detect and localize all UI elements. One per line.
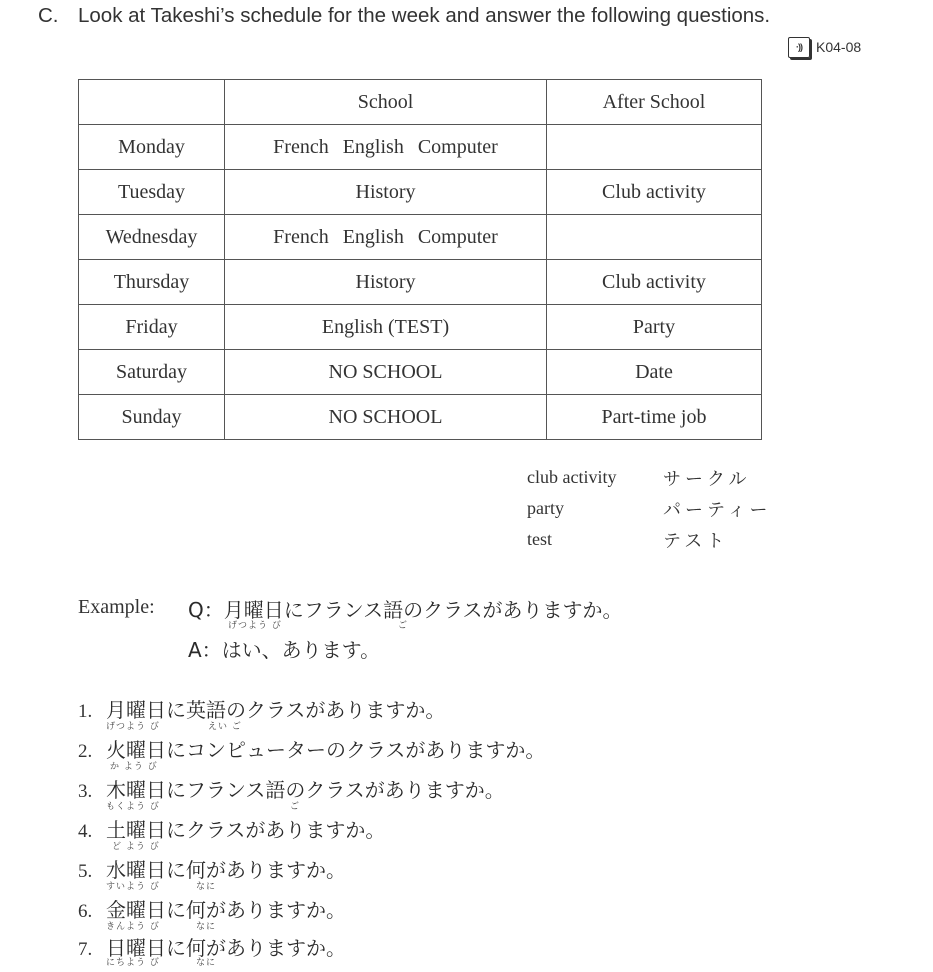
school-cell: NO SCHOOL	[225, 350, 547, 395]
furigana: なに	[196, 922, 217, 932]
after-school-cell: Date	[547, 350, 762, 395]
furigana: か よう び	[110, 762, 158, 772]
audio-speaker-icon: ·))	[788, 37, 810, 58]
school-cell: History	[225, 260, 547, 305]
table-row	[79, 350, 762, 395]
question-number: 5.	[78, 861, 93, 882]
audio-track-label: K04-08	[816, 39, 862, 55]
subject: French	[273, 225, 329, 248]
question-text: 月曜日にフランス語のクラスがありますか。	[223, 598, 623, 622]
day-cell: Tuesday	[79, 170, 225, 215]
furigana: すいよう び	[106, 882, 160, 892]
furigana: にちよう び	[106, 958, 160, 968]
header-cell-empty	[79, 80, 225, 125]
question-number: 3.	[78, 781, 93, 802]
question-text: 金曜日に何がありますか。	[106, 898, 346, 922]
table-row	[79, 215, 762, 260]
day-cell: Wednesday	[79, 215, 225, 260]
schedule-table	[78, 79, 762, 440]
glossary-japanese: サークル	[663, 468, 751, 490]
question-item	[78, 734, 545, 774]
audio-track-button[interactable]	[788, 35, 861, 59]
day-cell: Sunday	[79, 395, 225, 440]
glossary-japanese: テスト	[663, 530, 729, 552]
question-number: 7.	[78, 939, 93, 960]
school-cell: NO SCHOOL	[225, 395, 547, 440]
glossary-english: club activity	[527, 467, 617, 487]
school-cell: English (TEST)	[225, 305, 547, 350]
furigana: もくよう び	[106, 802, 160, 812]
vocabulary-glossary	[527, 462, 772, 555]
answer-prefix: A：	[188, 638, 222, 662]
example-answer	[188, 634, 380, 663]
question-text: 水曜日に何がありますか。	[106, 858, 346, 882]
furigana: なに	[196, 958, 217, 968]
furigana: えい ご	[208, 722, 242, 732]
school-cell: History	[225, 170, 547, 215]
glossary-english: test	[527, 529, 552, 549]
furigana: ご	[290, 802, 301, 812]
question-item	[78, 774, 505, 814]
question-text: 木曜日にフランス語のクラスがありますか。	[106, 778, 505, 802]
table-row	[79, 260, 762, 305]
subject: English	[342, 225, 404, 248]
question-number: 4.	[78, 821, 93, 842]
question-number: 6.	[78, 901, 93, 922]
subject: Computer	[417, 225, 498, 248]
after-school-cell: Part-time job	[547, 395, 762, 440]
question-number: 1.	[78, 701, 93, 722]
day-cell: Thursday	[79, 260, 225, 305]
after-school-cell: Club activity	[547, 260, 762, 305]
furigana: なに	[196, 882, 217, 892]
subject: French	[273, 135, 329, 158]
furigana: げつよう び	[228, 621, 282, 631]
school-cell	[225, 125, 547, 170]
glossary-japanese: パーティー	[663, 499, 772, 521]
furigana: げつよう び	[106, 722, 160, 732]
furigana: ご	[398, 621, 409, 631]
question-prefix: Q：	[188, 598, 224, 622]
table-row	[79, 170, 762, 215]
answer-text: はい、あります。	[221, 638, 381, 662]
furigana: ど よう び	[112, 842, 160, 852]
exercise-instruction	[38, 4, 770, 28]
glossary-english: party	[527, 498, 564, 518]
question-text: 日曜日に何がありますか。	[106, 936, 346, 960]
day-cell: Saturday	[79, 350, 225, 395]
question-item	[78, 894, 346, 934]
after-school-cell: Party	[547, 305, 762, 350]
table-row	[79, 395, 762, 440]
question-text: 月曜日に英語のクラスがありますか。	[106, 698, 446, 722]
table-row	[79, 305, 762, 350]
question-text: 火曜日にコンピューターのクラスがありますか。	[106, 738, 546, 762]
exercise-letter: C.	[38, 4, 59, 27]
example-label: Example:	[78, 596, 155, 618]
subject: English	[342, 135, 404, 158]
day-cell: Friday	[79, 305, 225, 350]
glossary-item	[527, 462, 772, 493]
furigana: きんよう び	[106, 922, 160, 932]
glossary-item	[527, 493, 772, 524]
header-cell-school: School	[225, 80, 547, 125]
question-item	[78, 814, 385, 854]
question-item	[78, 932, 346, 972]
subject: Computer	[417, 135, 498, 158]
header-cell-after-school: After School	[547, 80, 762, 125]
school-cell	[225, 215, 547, 260]
question-item	[78, 694, 445, 734]
table-row	[79, 125, 762, 170]
question-item	[78, 854, 346, 894]
after-school-cell	[547, 125, 762, 170]
question-number: 2.	[78, 741, 93, 762]
question-text: 土曜日にクラスがありますか。	[106, 818, 386, 842]
instruction-text: Look at Takeshi’s schedule for the week and answer the following questions.	[78, 4, 771, 27]
table-header-row	[79, 80, 762, 125]
glossary-item	[527, 524, 772, 555]
day-cell: Monday	[79, 125, 225, 170]
after-school-cell: Club activity	[547, 170, 762, 215]
after-school-cell	[547, 215, 762, 260]
example-question	[188, 594, 623, 631]
